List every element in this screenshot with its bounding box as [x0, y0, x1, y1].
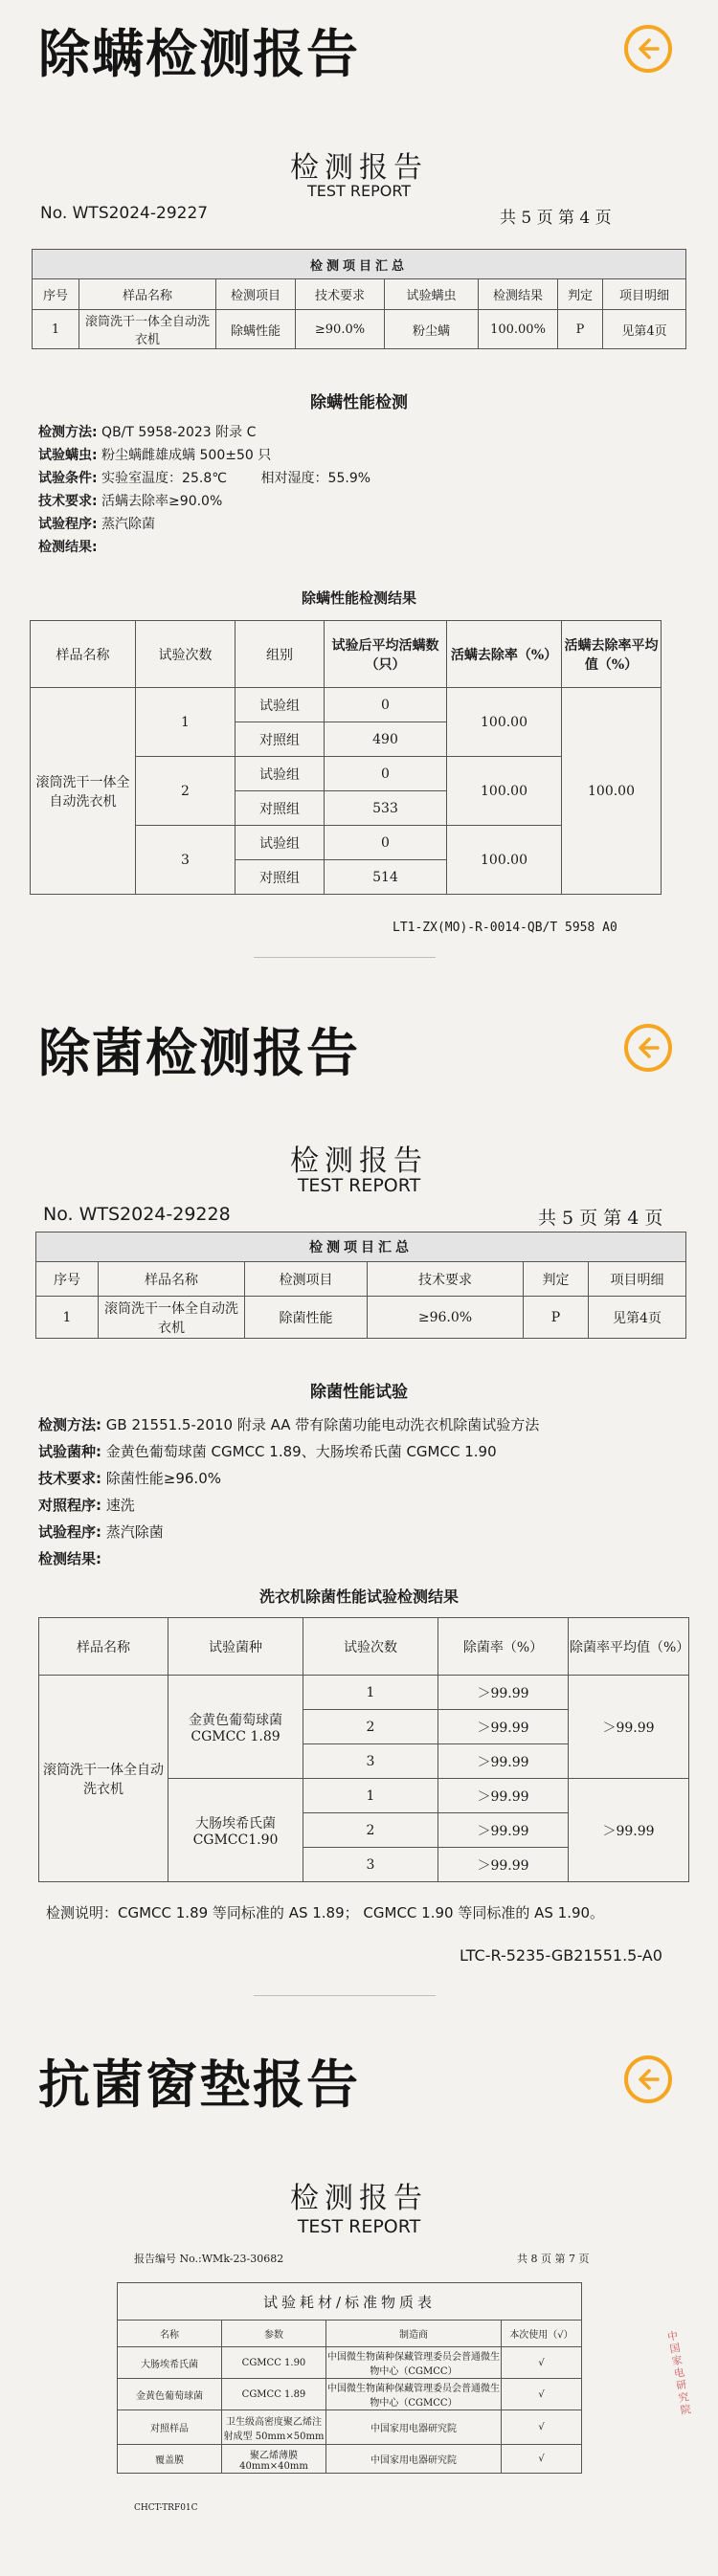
result-title: 洗衣机除菌性能试验检测结果 [258, 1588, 459, 1606]
rate: 100.00 [447, 688, 562, 757]
avg-rate: ＞99.99 [569, 1676, 689, 1779]
td: 对照样品 [118, 2410, 222, 2445]
th: 项目明细 [589, 1262, 686, 1297]
form-code: LT1-ZX(MO)-R-0014-QB/T 5958 A0 [393, 921, 617, 935]
count: 0 [325, 826, 447, 860]
count: 0 [325, 757, 447, 791]
strain-name: 金黄色葡萄球菌 CGMCC 1.89 [168, 1676, 303, 1779]
run-number: 3 [303, 1848, 438, 1882]
td: 聚乙烯薄膜 40mm×40mm [222, 2445, 326, 2474]
rate: ＞99.99 [438, 1744, 569, 1779]
back-button[interactable] [624, 25, 672, 73]
rate: ＞99.99 [438, 1676, 569, 1710]
arrow-left-icon [634, 2065, 662, 2094]
td: 卫生级高密度聚乙烯注射成型 50mm×50mm [222, 2410, 326, 2445]
th: 组别 [236, 621, 325, 688]
summary-title: 检测项目汇总 [33, 250, 686, 279]
detail-key: 试验螨虫: [38, 448, 98, 463]
report-subtitle: TEST REPORT [297, 1175, 421, 1196]
rate: ＞99.99 [438, 1848, 569, 1882]
perf-title: 除菌性能试验 [310, 1383, 408, 1402]
td: 1 [36, 1297, 99, 1339]
th: 样品名称 [99, 1262, 245, 1297]
td: 金黄色葡萄球菌 [118, 2379, 222, 2410]
detail-key: 检测结果: [38, 1550, 101, 1567]
td: ≥90.0% [296, 310, 385, 349]
avg-rate: 100.00 [562, 688, 662, 895]
td: 中国家用电器研究院 [326, 2410, 502, 2445]
run-number: 3 [303, 1744, 438, 1779]
th: 试验菌种 [168, 1618, 303, 1676]
report-number: 报告编号 No.:WMk-23-30682 [134, 2253, 284, 2265]
group: 对照组 [236, 722, 325, 757]
count: 514 [325, 860, 447, 895]
td: 见第4页 [589, 1297, 686, 1339]
section-title: 除菌检测报告 [38, 1023, 360, 1083]
back-button[interactable] [624, 1024, 672, 1072]
section-header-window-pad [0, 2038, 718, 2124]
detail-value: 金黄色葡萄球菌 CGMCC 1.89、大肠埃希氏菌 CGMCC 1.90 [101, 1443, 497, 1460]
th: 序号 [33, 279, 79, 310]
td: 100.00% [479, 310, 558, 349]
run-number: 1 [136, 688, 236, 757]
strain-name: 大肠埃希氏菌 CGMCC1.90 [168, 1779, 303, 1882]
report-number: No. WTS2024-29227 [40, 204, 209, 223]
avg-rate: ＞99.99 [569, 1779, 689, 1882]
th: 制造商 [326, 2321, 502, 2347]
td: 覆盖膜 [118, 2445, 222, 2474]
group: 对照组 [236, 791, 325, 826]
td: √ [502, 2347, 582, 2379]
run-number: 1 [303, 1676, 438, 1710]
run-number: 2 [303, 1813, 438, 1848]
report-title: 检测报告 [290, 1144, 428, 1178]
count: 533 [325, 791, 447, 826]
detail-value: 实验室温度：25.8℃ 相对湿度：55.9% [97, 471, 371, 486]
th: 项目明细 [603, 279, 686, 310]
td: √ [502, 2379, 582, 2410]
detail-value: 粉尘螨雌雄成螨 500±50 只 [97, 448, 272, 463]
td: 大肠埃希氏菌 [118, 2347, 222, 2379]
td: P [524, 1297, 589, 1339]
table-title: 试验耗材/标准物质表 [118, 2283, 582, 2321]
td: CGMCC 1.90 [222, 2347, 326, 2379]
report-subtitle: TEST REPORT [306, 182, 412, 200]
td: 中国微生物菌种保藏管理委员会普通微生物中心（CGMCC） [326, 2347, 502, 2379]
rate: ＞99.99 [438, 1813, 569, 1848]
td: 滚筒洗干一体全自动洗衣机 [79, 310, 216, 349]
th: 样品名称 [31, 621, 136, 688]
th: 判定 [524, 1262, 589, 1297]
arrow-left-icon [634, 1033, 662, 1062]
detail-value: 速洗 [101, 1497, 135, 1514]
summary-title: 检测项目汇总 [36, 1232, 686, 1262]
td: 中国微生物菌种保藏管理委员会普通微生物中心（CGMCC） [326, 2379, 502, 2410]
run-number: 3 [136, 826, 236, 895]
th: 除菌率（%） [438, 1618, 569, 1676]
result-title: 除螨性能检测结果 [301, 589, 416, 607]
count: 490 [325, 722, 447, 757]
detail-key: 检测方法: [38, 1416, 101, 1433]
report-page: 共 5 页 第 4 页 [538, 1208, 663, 1229]
divider [254, 957, 436, 958]
detail-key: 试验条件: [38, 471, 98, 486]
perf-title: 除螨性能检测 [310, 393, 408, 412]
th: 活螨去除率（%） [447, 621, 562, 688]
report-page: 共 5 页 第 4 页 [500, 209, 612, 228]
consumables-table [117, 2282, 582, 2474]
detail-value: 蒸汽除菌 [101, 1523, 164, 1541]
td: 中国家用电器研究院 [326, 2445, 502, 2474]
td: CGMCC 1.89 [222, 2379, 326, 2410]
group: 试验组 [236, 688, 325, 722]
group: 对照组 [236, 860, 325, 895]
th: 样品名称 [39, 1618, 168, 1676]
td: 见第4页 [603, 310, 686, 349]
th: 本次使用（√） [502, 2321, 582, 2347]
td: √ [502, 2410, 582, 2445]
th: 技术要求 [368, 1262, 524, 1297]
detail-key: 检测方法: [38, 425, 98, 440]
rate: 100.00 [447, 757, 562, 826]
result-table [38, 1617, 689, 1882]
rate: 100.00 [447, 826, 562, 895]
th: 判定 [558, 279, 603, 310]
detail-value: GB 21551.5-2010 附录 AA 带有除菌功能电动洗衣机除菌试验方法 [101, 1416, 540, 1433]
detail-key: 技术要求: [38, 1470, 101, 1487]
section-title: 抗菌窗垫报告 [38, 2054, 360, 2115]
report-title: 检测报告 [290, 2182, 428, 2215]
detail-key: 检测结果: [38, 540, 98, 555]
td: 除菌性能 [245, 1297, 368, 1339]
run-number: 2 [303, 1710, 438, 1744]
th: 参数 [222, 2321, 326, 2347]
report-title: 检测报告 [290, 151, 428, 185]
th: 试验次数 [303, 1618, 438, 1676]
rate: ＞99.99 [438, 1710, 569, 1744]
th: 试验后平均活螨数（只） [325, 621, 447, 688]
section-title: 除螨检测报告 [38, 24, 360, 84]
count: 0 [325, 688, 447, 722]
th: 试验次数 [136, 621, 236, 688]
detail-key: 对照程序: [38, 1497, 101, 1514]
back-button[interactable] [624, 2055, 672, 2103]
section-header-bacteria [0, 1007, 718, 1093]
group: 试验组 [236, 757, 325, 791]
detail-value: 除菌性能≥96.0% [101, 1470, 221, 1487]
th: 名称 [118, 2321, 222, 2347]
th: 检测结果 [479, 279, 558, 310]
result-table [30, 620, 662, 895]
test-details [38, 421, 370, 559]
td: 1 [33, 310, 79, 349]
th: 技术要求 [296, 279, 385, 310]
detail-value: QB/T 5958-2023 附录 C [97, 425, 257, 440]
th: 活螨去除率平均值（%） [562, 621, 662, 688]
rate: ＞99.99 [438, 1779, 569, 1813]
report-page: 共 8 页 第 7 页 [517, 2253, 590, 2265]
td: 滚筒洗干一体全自动洗衣机 [99, 1297, 245, 1339]
report-subtitle: TEST REPORT [297, 2216, 421, 2237]
td: √ [502, 2445, 582, 2474]
th: 检测项目 [216, 279, 296, 310]
arrow-left-icon [634, 34, 662, 63]
detail-key: 试验程序: [38, 1523, 101, 1541]
detail-key: 技术要求: [38, 494, 98, 509]
run-number: 2 [136, 757, 236, 826]
th: 除菌率平均值（%） [569, 1618, 689, 1676]
td: 除螨性能 [216, 310, 296, 349]
test-details [38, 1411, 539, 1572]
detail-value: 活螨去除率≥90.0% [97, 494, 223, 509]
run-number: 1 [303, 1779, 438, 1813]
report-number: No. WTS2024-29228 [43, 1204, 231, 1225]
detail-key: 试验程序: [38, 517, 98, 532]
summary-table [32, 249, 686, 349]
sample-name: 滚筒洗干一体全自动洗衣机 [39, 1676, 168, 1882]
detail-key: 试验菌种: [38, 1443, 101, 1460]
td: 粉尘螨 [385, 310, 479, 349]
form-code: LTC-R-5235-GB21551.5-A0 [460, 1946, 662, 1965]
th: 检测项目 [245, 1262, 368, 1297]
section-header-mite [0, 8, 718, 94]
form-code: CHCT-TRF01C [134, 2503, 198, 2513]
test-note: 检测说明：CGMCC 1.89 等同标准的 AS 1.89； CGMCC 1.90 等同标准的 AS 1.90。 [46, 1904, 605, 1921]
group: 试验组 [236, 826, 325, 860]
td: P [558, 310, 603, 349]
th: 样品名称 [79, 279, 216, 310]
sample-name: 滚筒洗干一体全自动洗衣机 [31, 688, 136, 895]
th: 序号 [36, 1262, 99, 1297]
divider [254, 1995, 436, 1996]
th: 试验螨虫 [385, 279, 479, 310]
summary-table [35, 1232, 686, 1339]
official-stamp: 中国家电研究院 [664, 2329, 693, 2418]
detail-value: 蒸汽除菌 [97, 517, 156, 532]
td: ≥96.0% [368, 1297, 524, 1339]
